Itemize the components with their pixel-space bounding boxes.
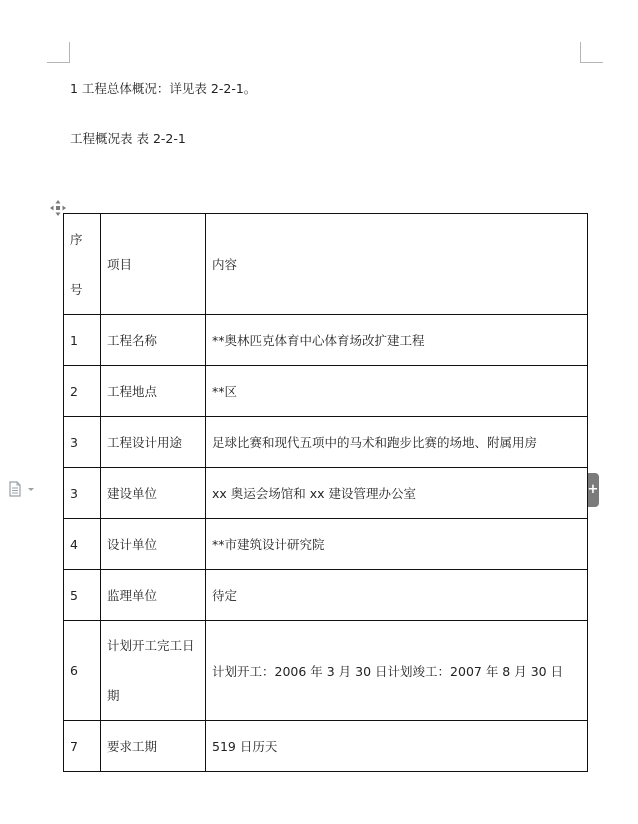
row-item: 建设单位 (101, 468, 206, 519)
row-content: xx 奥运会场馆和 xx 建设管理办公室 (206, 468, 588, 519)
table-row (64, 315, 588, 366)
row-no: 3 (64, 417, 101, 468)
row-content: 足球比赛和现代五项中的马术和跑步比赛的场地、附属用房 (206, 417, 588, 468)
row-item: 工程名称 (101, 315, 206, 366)
row-content: **奥林匹克体育中心体育场改扩建工程 (206, 315, 588, 366)
table-row (64, 417, 588, 468)
table-row (64, 621, 588, 721)
document-icon[interactable] (8, 481, 38, 497)
row-item-part1: 计划开工完工日 (107, 638, 195, 653)
table-row (64, 519, 588, 570)
row-content: 待定 (206, 570, 588, 621)
table-caption: 工程概况表 表 2-2-1 (70, 131, 186, 146)
table-row (64, 721, 588, 772)
project-overview-table (63, 213, 588, 772)
row-no: 2 (64, 366, 101, 417)
row-no: 5 (64, 570, 101, 621)
row-no: 7 (64, 721, 101, 772)
chevron-down-icon[interactable] (28, 488, 34, 491)
row-no: 3 (64, 468, 101, 519)
header-no-part1: 序 (70, 231, 83, 247)
row-item: 监理单位 (101, 570, 206, 621)
table-header-row (64, 214, 588, 315)
row-item: 设计单位 (101, 519, 206, 570)
row-content: 519 日历天 (206, 721, 588, 772)
row-content: **市建筑设计研究院 (206, 519, 588, 570)
table-row (64, 570, 588, 621)
header-cell-item: 项目 (101, 214, 206, 315)
row-content: 计划开工：2006 年 3 月 30 日计划竣工：2007 年 8 月 30 日 (206, 621, 588, 721)
header-cell-content: 内容 (206, 214, 588, 315)
header-cell-no (64, 214, 101, 315)
row-no: 6 (64, 621, 101, 721)
header-no-part2: 号 (70, 281, 83, 297)
overview-summary-text: 1 工程总体概况：详见表 2-2-1。 (70, 81, 257, 96)
table-row (64, 468, 588, 519)
row-item (101, 621, 206, 721)
row-item: 工程地点 (101, 366, 206, 417)
page-margin-corner-top-right (580, 42, 603, 63)
row-item: 要求工期 (101, 721, 206, 772)
row-item-part2: 期 (107, 688, 120, 703)
row-no: 4 (64, 519, 101, 570)
page-margin-corner-top-left (47, 42, 70, 63)
row-content: **区 (206, 366, 588, 417)
table-row (64, 366, 588, 417)
row-no: 1 (64, 315, 101, 366)
row-item: 工程设计用途 (101, 417, 206, 468)
side-add-button[interactable]: + (587, 473, 599, 507)
